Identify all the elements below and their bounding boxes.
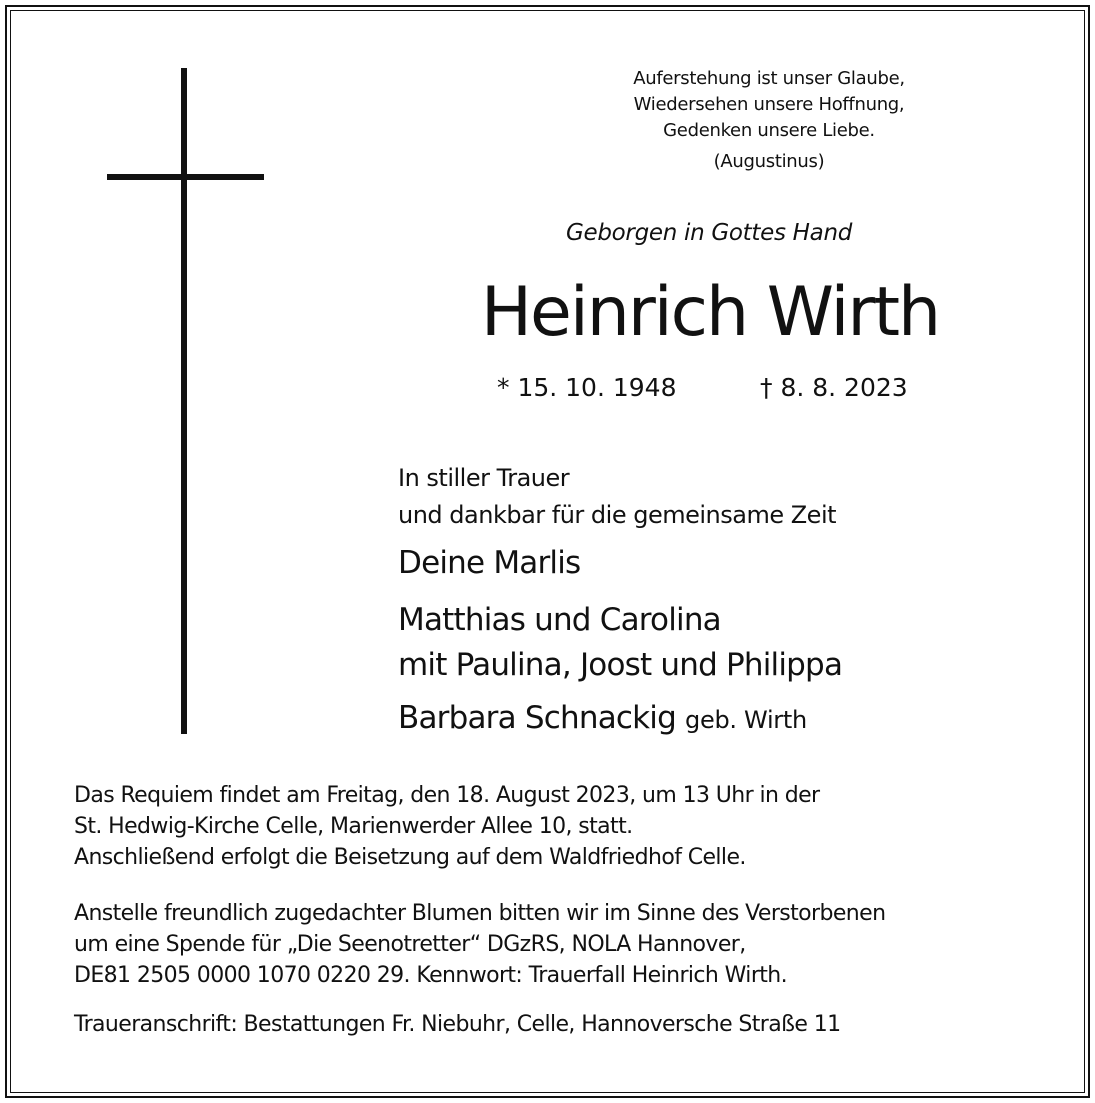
donation-line: Anstelle freundlich zugedachter Blumen bitten wir im Sinne des Verstorbenen: [74, 901, 886, 926]
donation-paragraph: [74, 898, 885, 991]
requiem-line: Anschließend erfolgt die Beisetzung auf dem Waldfriedhof Celle.: [74, 845, 746, 870]
birth-date: * 15. 10. 1948: [497, 373, 677, 402]
quote-line: Gedenken unsere Liebe.: [663, 120, 875, 141]
family-sister-name: Barbara Schnackig: [398, 700, 676, 736]
mourning-line: und dankbar für die gemeinsame Zeit: [398, 501, 837, 529]
quote-line: Wiedersehen unsere Hoffnung,: [633, 94, 905, 115]
cross-icon-vertical-bar: [181, 68, 187, 734]
cross-icon-horizontal-bar: [107, 174, 264, 180]
deceased-name: Heinrich Wirth: [480, 273, 940, 352]
quote-author: (Augustinus): [713, 151, 825, 172]
death-date: † 8. 8. 2023: [760, 373, 908, 402]
donation-line: DE81 2505 0000 1070 0220 29. Kennwort: Trauerfall Heinrich Wirth.: [74, 963, 788, 988]
requiem-paragraph: [74, 780, 819, 873]
family-sister-suffix: geb. Wirth: [685, 706, 807, 734]
motto: Geborgen in Gottes Hand: [565, 220, 853, 246]
requiem-line: St. Hedwig-Kirche Celle, Marienwerder Allee 10, statt.: [74, 814, 633, 839]
family-children-line: mit Paulina, Joost und Philippa: [398, 647, 843, 683]
mourning-line: In stiller Trauer: [398, 464, 570, 492]
donation-line: um eine Spende für „Die Seenotretter“ DGzRS, NOLA Hannover,: [74, 932, 746, 957]
family-wife: Deine Marlis: [398, 545, 581, 581]
requiem-line: Das Requiem findet am Freitag, den 18. August 2023, um 13 Uhr in der: [74, 783, 820, 808]
address-line: Traueranschrift: Bestattungen Fr. Niebuhr, Celle, Hannoversche Straße 11: [74, 1012, 841, 1037]
quote-block: [560, 66, 978, 175]
quote-line: Auferstehung ist unser Glaube,: [633, 68, 905, 89]
family-children: [398, 598, 842, 688]
mourning-text: [398, 460, 836, 534]
family-children-line: Matthias und Carolina: [398, 602, 721, 638]
family-sister: [398, 700, 807, 736]
